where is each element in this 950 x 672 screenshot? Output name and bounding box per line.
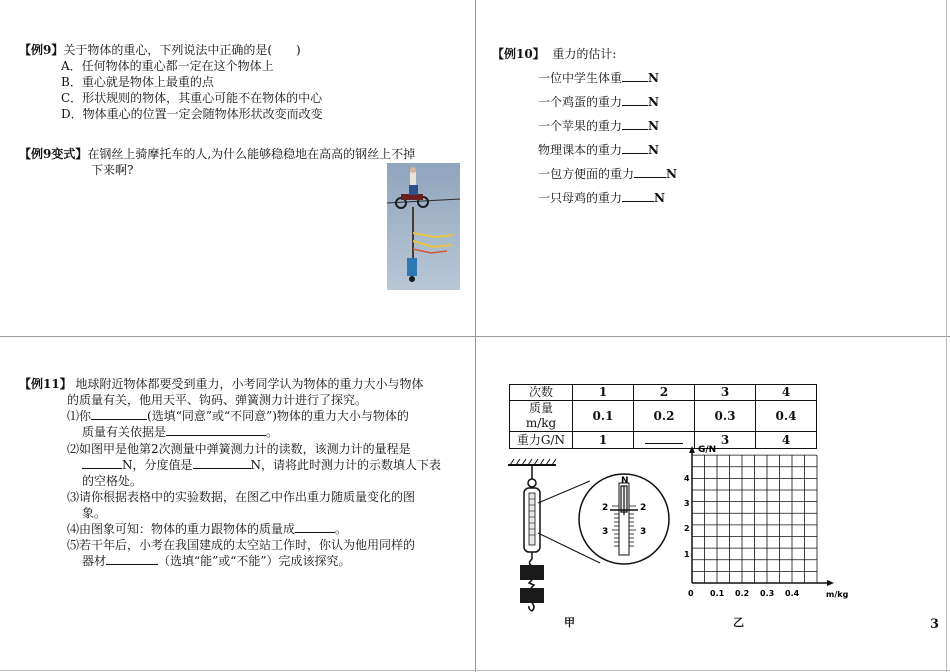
ex11-q4 [67, 521, 347, 537]
scale-right-label: 3 [640, 527, 647, 537]
ex11-intro-line1 [19, 376, 424, 392]
answer-blank[interactable] [622, 190, 654, 202]
ex10-item-text: 一个苹果的重力 [538, 119, 623, 133]
y-tick-label: 4 [684, 474, 690, 483]
table-cell: 3 [695, 432, 756, 449]
ex11-q1-line2 [82, 424, 278, 440]
ex11-q3-line1: ⑶请你根据表格中的实验数据，在图乙中作出重力随质量变化的图 [67, 490, 416, 504]
x-axis-label: m/kg [826, 590, 849, 599]
x-tick-label: 0.1 [710, 589, 725, 598]
table-cell: 0.1 [573, 401, 634, 432]
q1-prefix: ⑴你 [67, 409, 92, 423]
q1-text: (选填“同意”或“不同意”)物体的重力大小与物体的 [147, 409, 409, 423]
spring-scale-figure [500, 455, 680, 627]
ex11-q5-line2 [82, 553, 351, 569]
answer-blank[interactable] [166, 424, 266, 436]
table-header-cell: 次数 [510, 385, 573, 401]
answer-blank[interactable] [193, 457, 251, 469]
x-tick-label: 0.3 [760, 589, 775, 598]
ex9-option-c: C．形状规则的物体，其重心可能不在物体的中心 [61, 91, 323, 105]
page-bottom-edge [0, 670, 950, 671]
table-row [510, 385, 817, 401]
ex10-title-text: 重力的估计: [552, 47, 617, 61]
q2-text-c: N，请将此时测力计的示数填人下表 [250, 458, 442, 472]
ex9-question [19, 42, 301, 58]
answer-blank[interactable] [82, 457, 122, 469]
table-header-cell: 重力G/N [510, 432, 573, 449]
table-row [510, 401, 817, 432]
ex11-tag: 【例11】 [19, 377, 72, 391]
origin-label: 0 [688, 589, 694, 598]
table-header-cell: 质量m/kg [510, 401, 573, 432]
y-axis-label: G/N [698, 445, 717, 455]
figure-yi-label: 乙 [733, 616, 744, 629]
scale-unit-label: N [621, 476, 629, 486]
q1-reason-text: 质量有关依据是 [82, 425, 167, 439]
q2-text-b: N，分度值是 [122, 458, 193, 472]
answer-blank[interactable] [106, 553, 158, 565]
ex10-item [538, 142, 659, 158]
answer-blank[interactable] [622, 94, 648, 106]
unit-label: N [666, 167, 677, 181]
unit-label: N [648, 71, 659, 85]
figure-jia-label: 甲 [564, 616, 575, 629]
grid-lines [692, 455, 817, 583]
tightrope-motorcycle-photo [387, 163, 460, 290]
ex9v-line1 [19, 146, 415, 162]
table-cell: 0.2 [634, 401, 695, 432]
answer-blank[interactable] [622, 142, 648, 154]
q1-end: 。 [266, 425, 279, 439]
ex10-item [538, 118, 659, 134]
x-tick-label: 0.4 [785, 589, 800, 598]
q5-prefix: 器材 [82, 554, 107, 568]
table-cell: 4 [756, 432, 817, 449]
ex10-item-text: 一包方便面的重力 [538, 167, 635, 181]
weight-mass-grid [680, 440, 860, 605]
ex10-item-text: 一位中学生体重 [538, 71, 623, 85]
ex9-option-d: D．物体重心的位置一定会随物体形状改变而改变 [61, 107, 323, 121]
ex9v-text: 在钢丝上骑摩托车的人,为什么能够稳稳地在高高的钢丝上不掉 [87, 147, 416, 161]
answer-blank[interactable] [622, 70, 648, 82]
ex10-item [538, 70, 659, 86]
table-cell: 0.3 [695, 401, 756, 432]
x-tick-label: 0.2 [735, 589, 750, 598]
answer-blank[interactable] [634, 166, 666, 178]
unit-label: N [648, 119, 659, 133]
table-cell: 1 [573, 432, 634, 449]
unit-label: N [648, 143, 659, 157]
horizontal-divider [0, 336, 950, 337]
ex10-item-text: 一个鸡蛋的重力 [538, 95, 623, 109]
ex10-item-text: 物理课本的重力 [538, 143, 623, 157]
ex10-item-text: 一只母鸡的重力 [538, 191, 623, 205]
ex11-q2-line1: ⑵如图甲是他第2次测量中弹簧测力计的读数，该测力计的量程是 [67, 442, 411, 456]
y-tick-label: 2 [684, 524, 690, 533]
answer-blank[interactable] [645, 432, 683, 444]
ex11-intro-line2: 的质量有关，他用天平、钩码、弹簧测力计进行了探究。 [67, 393, 368, 407]
table-cell: 4 [756, 385, 817, 401]
ex10-tag: 【例10】 [492, 47, 545, 61]
table-cell: 3 [695, 385, 756, 401]
scale-left-label: 3 [602, 527, 609, 537]
table-cell: 2 [634, 385, 695, 401]
ex11-q2-line3: 的空格处。 [82, 474, 143, 488]
scale-left-label: 2 [602, 503, 609, 513]
q4-text: ⑷由图象可知：物体的重力跟物体的质量成 [67, 522, 296, 536]
answer-blank[interactable] [622, 118, 648, 130]
ex11-intro-text: 地球附近物体都要受到重力，小考同学认为物体的重力大小与物体 [75, 377, 424, 391]
ex9-option-a: A．任何物体的重心都一定在这个物体上 [61, 59, 274, 73]
ex9-tag: 【例9】 [19, 43, 64, 57]
ex10-title [492, 46, 616, 62]
ex9-option-b: B．重心就是物体上最重的点 [61, 75, 214, 89]
ex10-item [538, 166, 677, 182]
y-tick-label: 1 [684, 550, 690, 559]
ex11-q1-line1 [67, 408, 409, 424]
ex9v-tag: 【例9变式】 [19, 147, 88, 161]
unit-label: N [648, 95, 659, 109]
ex9-question-text: 关于物体的重心，下列说法中正确的是( ) [63, 43, 301, 57]
ex10-item [538, 190, 665, 206]
ex11-q2-line2 [82, 457, 441, 473]
q5-text: （选填“能”或“不能”）完成该探究。 [158, 554, 351, 568]
table-cell: 0.4 [756, 401, 817, 432]
scale-right-label: 2 [640, 503, 647, 513]
answer-blank[interactable] [91, 408, 147, 420]
unit-label: N [654, 191, 665, 205]
ex11-q5-line1: ⑸若干年后，小考在我国建成的太空站工作时，你认为他用同样的 [67, 538, 416, 552]
page-number: 3 [930, 617, 940, 632]
ex10-item [538, 94, 659, 110]
ex11-q3-line2: 象。 [82, 506, 107, 520]
page-right-edge [946, 0, 947, 672]
answer-blank[interactable] [295, 521, 335, 533]
ex9v-line2: 下来啊? [91, 163, 134, 177]
q4-end: 。 [335, 522, 348, 536]
table-cell: 1 [573, 385, 634, 401]
y-tick-label: 3 [684, 499, 690, 508]
